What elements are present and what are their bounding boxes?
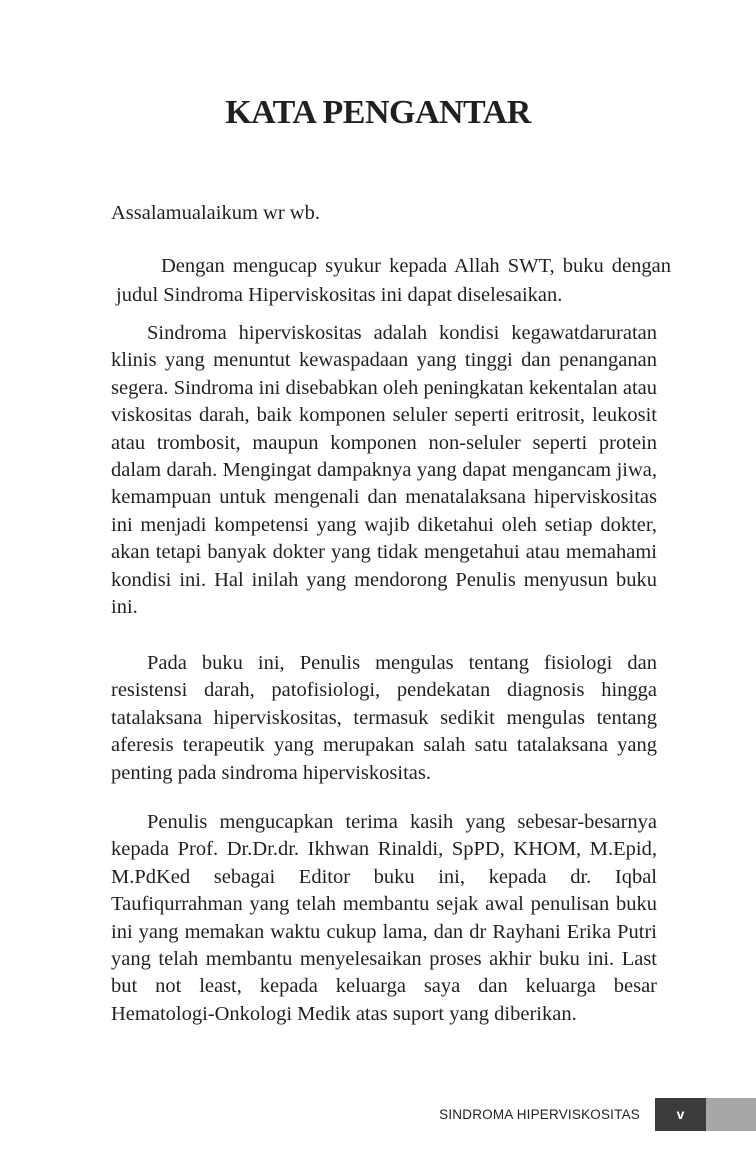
running-title: SINDROMA HIPERVISKOSITAS <box>439 1107 640 1122</box>
page-number-box <box>655 1098 706 1131</box>
paragraph: Penulis mengucapkan terima kasih yang sebesar-besarnya kepada Prof. Dr.Dr.dr. Ikhwan Rinaldi, SpPD, KHOM, M.Epid, M.PdKed sebagai Editor buku ini, kepada dr. Iqbal Taufiqurrahman yang telah membantu sejak awal penulisan buku ini yang memakan waktu cukup lama, dan dr Rayhani Erika Putri yang telah membantu menyelesaikan proses akhir buku ini. Last but not least, kepada keluarga saya dan keluarga besar Hematologi-Onkologi Medik atas suport yang diberikan. <box>111 811 657 1025</box>
greeting: Assalamualaikum wr wb. <box>111 202 320 224</box>
paragraph-block-1 <box>111 320 657 621</box>
intro-paragraph: Dengan mengucap syukur kepada Allah SWT, buku dengan judul Sindroma Hiperviskositas ini dapat diselesaikan. <box>116 255 671 306</box>
paragraph: Sindroma hiperviskositas adalah kondisi kegawatdaruratan klinis yang menuntut kewaspadaan yang tinggi dan penanganan segera. Sindroma ini disebabkan oleh peningkatan kekentalan atau viskositas darah, baik komponen seluler seperti eritrosit, leukosit atau trombosit, maupun komponen non-seluler seperti protein dalam darah. Mengingat dampaknya yang dapat mengancam jiwa, kemampuan untuk mengenali dan menatalaksana hiperviskositas ini menjadi kompetensi yang wajib diketahui oleh setiap dokter, akan tetapi banyak dokter yang tidak mengetahui atau memahami kondisi ini. Hal inilah yang mendorong Penulis menyusun buku ini. <box>111 322 657 619</box>
page-title: KATA PENGANTAR <box>225 94 531 131</box>
footer-edge-tab <box>706 1098 756 1131</box>
paragraph-block-2 <box>111 650 657 787</box>
page-number: v <box>676 1106 685 1122</box>
paragraph-block-3 <box>111 809 657 1028</box>
intro-block <box>116 252 671 310</box>
paragraph: Pada buku ini, Penulis mengulas tentang fisiologi dan resistensi darah, patofisiologi, pendekatan diagnosis hingga tatalaksana hiperviskositas, termasuk sedikit mengulas tentang aferesis terapeutik yang merupakan salah satu tatalaksana yang penting pada sindroma hiperviskositas. <box>111 652 657 784</box>
